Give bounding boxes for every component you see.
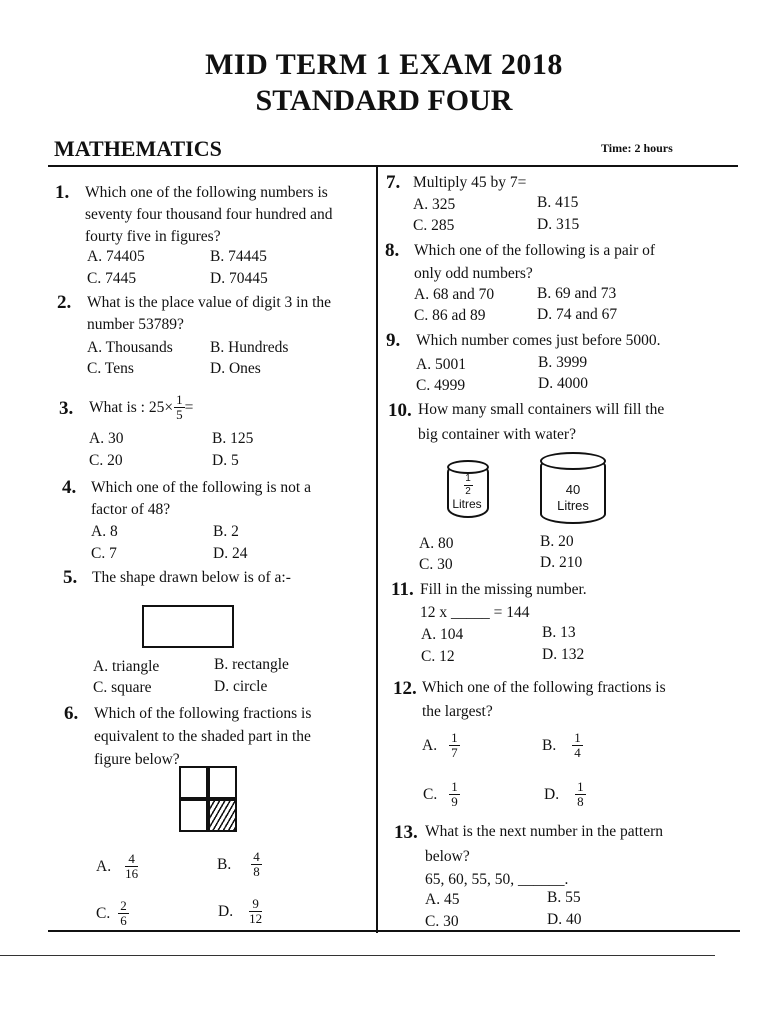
fraction-numerator: 1	[176, 392, 183, 407]
fraction-denominator: 8	[253, 864, 260, 879]
option-b[interactable]	[542, 731, 583, 760]
option-d[interactable]: D. 4000	[538, 375, 588, 392]
question-number: 8.	[385, 240, 400, 261]
question-text: Which one of the following is not a	[91, 479, 311, 496]
fraction	[249, 897, 262, 926]
option-b[interactable]: B. 415	[537, 194, 579, 211]
question-text: How many small containers will fill the	[418, 401, 665, 418]
option-label: B.	[542, 736, 557, 754]
option-c[interactable]: C. 7445	[87, 270, 137, 287]
fraction-denominator: 4	[574, 745, 581, 760]
option-label: D.	[218, 902, 234, 920]
question-number: 7.	[386, 172, 401, 193]
option-c[interactable]: C. 12	[421, 648, 455, 665]
question-text: figure below?	[94, 751, 180, 768]
exam-subtitle: STANDARD FOUR	[255, 84, 513, 117]
fraction-numerator: 1	[577, 779, 584, 794]
question-text: Which one of the following is a pair of	[414, 242, 656, 259]
option-label: B.	[217, 855, 232, 873]
option-a[interactable]: A. 5001	[416, 356, 466, 373]
option-a[interactable]: A. 45	[425, 891, 460, 908]
question-text: below?	[425, 848, 470, 865]
fraction-denominator: 6	[120, 913, 127, 928]
fraction	[572, 731, 583, 760]
subject-title: MATHEMATICS	[54, 136, 222, 161]
question-text: equivalent to the shaded part in the	[94, 728, 311, 745]
option-c[interactable]: C. 4999	[416, 377, 466, 394]
fraction	[575, 780, 586, 809]
option-d[interactable]: D. 132	[542, 646, 585, 663]
grid-cell-shaded	[208, 799, 237, 832]
question-text: Which of the following fractions is	[94, 705, 312, 722]
time-allowed: Time: 2 hours	[601, 141, 673, 155]
option-d[interactable]: D. 40	[547, 911, 582, 928]
option-d[interactable]: D. 210	[540, 554, 583, 571]
option-c[interactable]: C. Tens	[87, 360, 134, 377]
option-a[interactable]: A. 80	[419, 535, 454, 552]
option-c[interactable]	[96, 899, 129, 928]
option-c[interactable]: C. 285	[413, 217, 455, 234]
option-d[interactable]: D. 24	[213, 545, 248, 562]
option-d[interactable]: D. 74 and 67	[537, 306, 618, 323]
option-c[interactable]: C. 30	[425, 913, 459, 930]
question-expression: What is : 25×	[89, 398, 174, 416]
option-d[interactable]: D. 5	[212, 452, 239, 469]
option-b[interactable]: B. rectangle	[214, 656, 289, 673]
option-a[interactable]: A. 104	[421, 626, 464, 643]
big-container-rim	[540, 452, 606, 470]
fraction-numerator: 4	[253, 849, 260, 864]
small-container-rim	[447, 460, 489, 474]
fraction	[449, 780, 460, 809]
option-a[interactable]: A. triangle	[93, 658, 160, 675]
question-expression: 12 x _____ = 144	[420, 604, 530, 621]
option-c[interactable]: C. 86 ad 89	[414, 307, 486, 324]
question-text	[89, 393, 193, 422]
grid-cell	[179, 799, 208, 832]
fraction-numerator: 1	[465, 473, 471, 484]
option-a[interactable]	[96, 852, 138, 881]
question-text: What is the next number in the pattern	[425, 823, 664, 840]
option-d[interactable]: D. 70445	[210, 270, 268, 287]
fraction-numerator: 1	[574, 730, 581, 745]
fraction-denominator: 5	[176, 407, 183, 422]
option-a[interactable]: A. 325	[413, 196, 456, 213]
question-number: 6.	[64, 703, 79, 724]
exam-title: MID TERM 1 EXAM 2018	[205, 48, 563, 81]
small-container-unit: Litres	[452, 497, 482, 511]
fraction	[125, 852, 138, 881]
equals-sign: =	[184, 398, 194, 416]
option-b[interactable]: B. 3999	[538, 354, 588, 371]
option-label: D.	[544, 785, 560, 803]
header-rule	[48, 165, 738, 167]
question-text: seventy four thousand four hundred and	[85, 206, 333, 223]
question-text: What is the place value of digit 3 in the	[87, 294, 332, 311]
question-text: Multiply 45 by 7=	[413, 174, 527, 191]
fraction-denominator: 16	[125, 866, 139, 881]
fraction-numerator: 4	[128, 851, 135, 866]
big-container-unit: Litres	[557, 498, 589, 513]
question-text: Which one of the following fractions is	[422, 679, 666, 696]
option-b[interactable]: B. 13	[542, 624, 576, 641]
fraction-numerator: 1	[451, 779, 458, 794]
big-container-value: 40	[565, 482, 581, 497]
question-number: 2.	[57, 292, 72, 313]
fraction	[118, 899, 129, 928]
option-a[interactable]: A. 74405	[87, 248, 145, 265]
column-divider	[376, 165, 378, 933]
question-text: The shape drawn below is of a:-	[92, 569, 291, 586]
bottom-rule	[48, 930, 740, 932]
question-number: 4.	[62, 477, 77, 498]
rectangle-shape	[142, 605, 234, 648]
option-c[interactable]: C. square	[93, 679, 152, 696]
question-number: 9.	[386, 330, 401, 351]
small-container-label	[447, 474, 489, 497]
option-d[interactable]	[544, 780, 586, 809]
question-text: number 53789?	[87, 316, 184, 333]
footer-rule	[0, 955, 715, 956]
option-a[interactable]	[422, 731, 460, 760]
option-a[interactable]: A. 30	[89, 430, 124, 447]
fraction-denominator: 8	[577, 794, 584, 809]
option-c[interactable]: C. 30	[419, 556, 453, 573]
question-text: Which number comes just before 5000.	[416, 332, 661, 349]
option-label: A.	[96, 857, 112, 875]
option-label: A.	[422, 736, 438, 754]
option-label: C.	[96, 904, 111, 922]
option-b[interactable]	[217, 850, 262, 879]
question-text: big container with water?	[418, 426, 576, 443]
number-pattern: 65, 60, 55, 50, ______.	[425, 871, 569, 888]
option-label: C.	[423, 785, 438, 803]
fraction-denominator: 7	[451, 745, 458, 760]
fraction-denominator: 12	[249, 911, 263, 926]
fraction-numerator: 2	[120, 898, 127, 913]
fraction-numerator: 9	[252, 896, 259, 911]
grid-cell	[179, 766, 208, 799]
question-number: 13.	[394, 822, 418, 843]
grid-cell	[208, 766, 237, 799]
option-a[interactable]: A. 68 and 70	[414, 286, 495, 303]
fraction-denominator: 2	[465, 486, 471, 497]
fraction	[251, 850, 262, 879]
fraction-numerator: 1	[451, 730, 458, 745]
question-text: Fill in the missing number.	[420, 581, 587, 598]
option-d[interactable]: D. circle	[214, 678, 268, 695]
option-b[interactable]: B. 20	[540, 533, 574, 550]
question-number: 10.	[388, 400, 412, 421]
option-b[interactable]: B. 2	[213, 523, 239, 540]
question-number: 11.	[391, 579, 414, 600]
option-b[interactable]: B. 55	[547, 889, 581, 906]
option-a[interactable]: A. 8	[91, 523, 118, 540]
option-d[interactable]: D. Ones	[210, 360, 261, 377]
option-a[interactable]: A. Thousands	[87, 339, 173, 356]
question-text: only odd numbers?	[414, 265, 533, 282]
fraction	[449, 731, 460, 760]
question-text: fourty five in figures?	[85, 228, 221, 245]
option-c[interactable]	[423, 780, 460, 809]
question-text: Which one of the following numbers is	[85, 184, 328, 201]
question-number: 5.	[63, 567, 78, 588]
question-number: 3.	[59, 398, 74, 419]
option-b[interactable]: B. 69 and 73	[537, 285, 617, 302]
option-b[interactable]: B. Hundreds	[210, 339, 289, 356]
question-text: the largest?	[422, 703, 493, 720]
option-d[interactable]	[218, 897, 262, 926]
option-b[interactable]: B. 74445	[210, 248, 267, 265]
option-c[interactable]: C. 20	[89, 452, 123, 469]
question-number: 12.	[393, 678, 417, 699]
question-text: factor of 48?	[91, 501, 171, 518]
option-b[interactable]: B. 125	[212, 430, 254, 447]
option-d[interactable]: D. 315	[537, 216, 580, 233]
question-number: 1.	[55, 182, 70, 203]
fraction	[174, 393, 185, 422]
fraction-denominator: 9	[451, 794, 458, 809]
option-c[interactable]: C. 7	[91, 545, 117, 562]
